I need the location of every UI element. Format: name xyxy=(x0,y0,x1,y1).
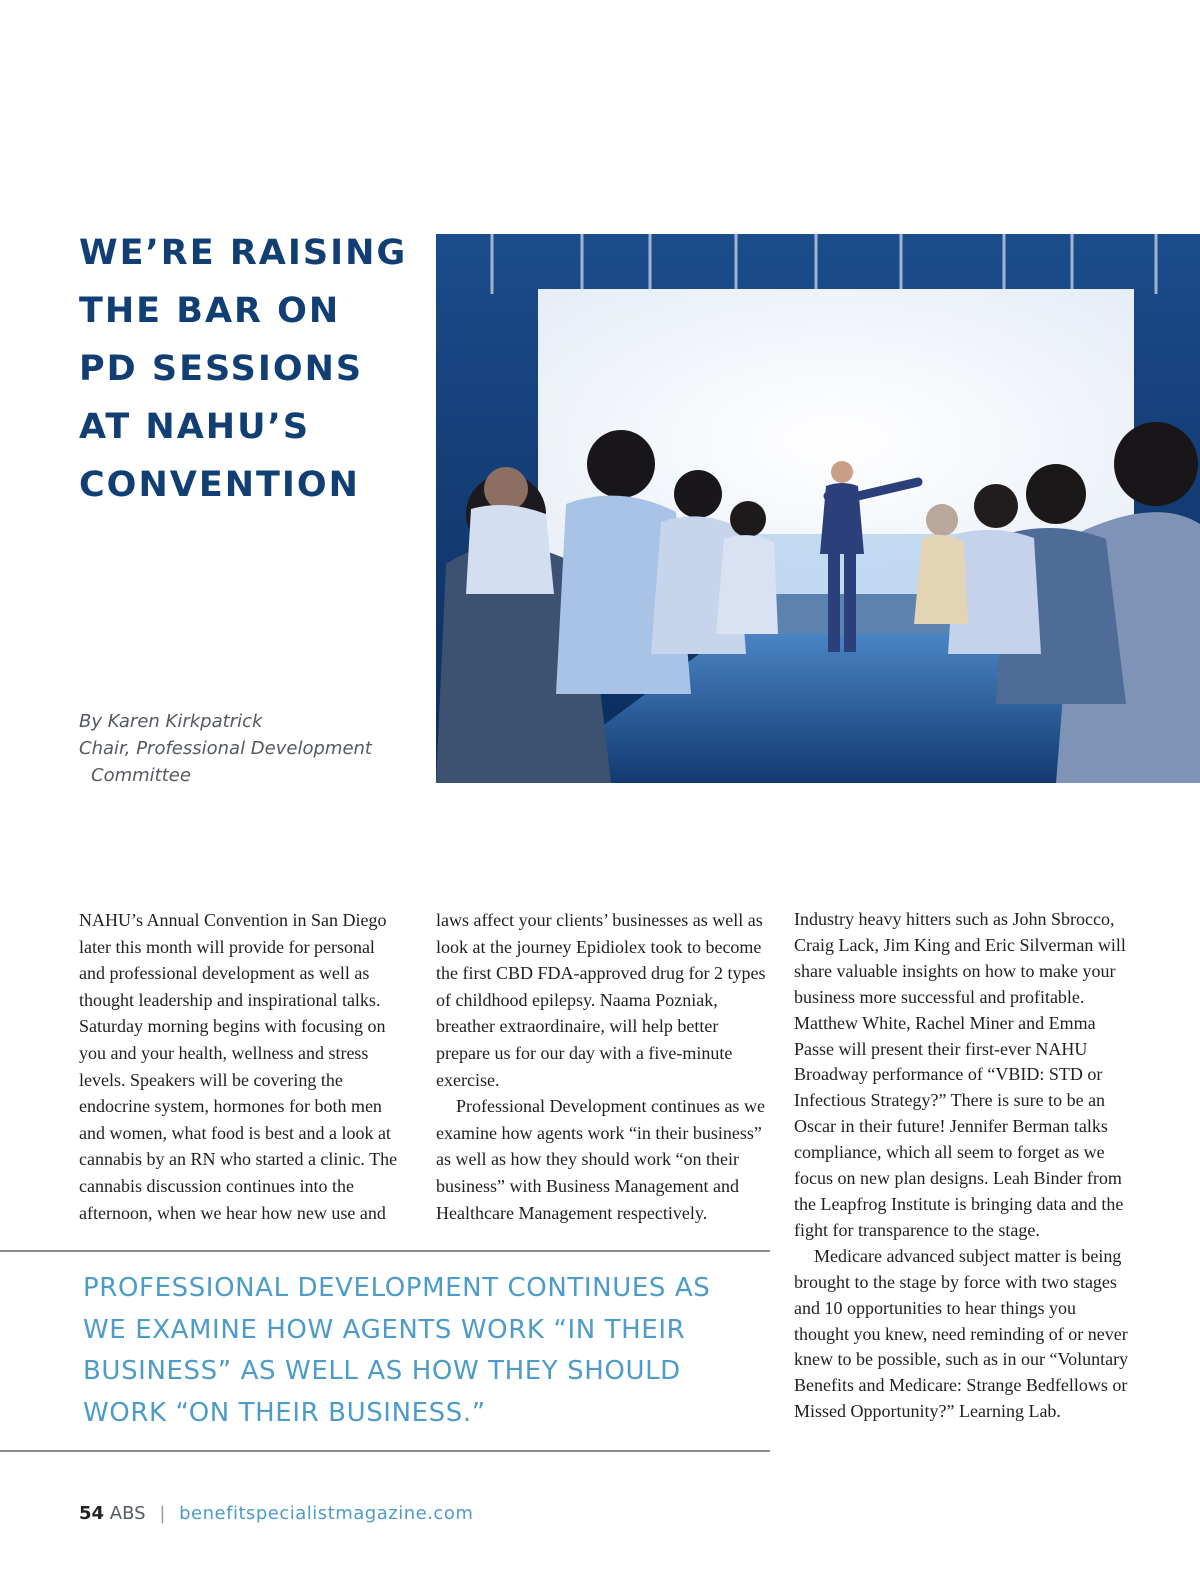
title-line: CONVENTION xyxy=(79,465,360,505)
body-column-3 xyxy=(794,907,1134,1425)
pull-quote-line: PROFESSIONAL DEVELOPMENT CONTINUES AS xyxy=(83,1273,711,1303)
title-line: THE BAR ON xyxy=(79,291,341,331)
pull-quote xyxy=(83,1268,763,1434)
body-paragraph: Professional Development continues as we examine how agents work “in their business” as well as how they should work “on their business” with Business Management and Healthcare Management respectively. xyxy=(436,1096,765,1223)
pull-quote-line: WORK “ON THEIR BUSINESS.” xyxy=(83,1397,486,1428)
byline-author: By Karen Kirkpatrick xyxy=(79,711,263,732)
pull-quote-line: WE EXAMINE HOW AGENTS WORK “IN THEIR xyxy=(83,1314,686,1345)
body-paragraph: Medicare advanced subject matter is being brought to the stage by force with two stages and 10 opportunities to hear things you thought you knew, need reminding of or never knew to be possible, such as in our “Voluntary Benefits and Medicare: Strange Bedfellows or Missed Opportunity?” Learning Lab. xyxy=(794,1245,1129,1422)
title-line: WE’RE RAISING xyxy=(79,233,408,273)
body-paragraph: laws affect your clients’ businesses as well as look at the journey Epidiolex took to become the first CBD FDA-approved drug for 2 types of childhood epilepsy. Naama Pozniak, breather extraordinaire, will help better prepare us for our day with a five-minute exercise. xyxy=(436,910,766,1090)
pull-quote-bottom-rule xyxy=(0,1450,770,1452)
pull-quote-line: BUSINESS” AS WELL AS HOW THEY SHOULD xyxy=(83,1356,681,1387)
article-title xyxy=(79,224,419,514)
page-number: 54 xyxy=(79,1503,105,1524)
pull-quote-top-rule xyxy=(0,1250,770,1252)
body-paragraph: NAHU’s Annual Convention in San Diego later this month will provide for personal and professional development as well as thought leadership and inspirational talks. Saturday morning begins with focusing on you and your health, wellness and stress levels. Speakers will be covering the endocrine system, hormones for both men and women, what food is best and a look at cannabis by an RN who started a clinic. The cannabis discussion continues into the afternoon, when we hear how new use and xyxy=(79,910,398,1223)
conference-photo xyxy=(436,234,1200,783)
title-line: AT NAHU’S xyxy=(79,407,311,447)
body-paragraph: Industry heavy hitters such as John Sbrocco, Craig Lack, Jim King and Eric Silverman will share valuable insights on how to make your business more successful and profitable. Matthew White, Rachel Miner and Emma Passe will present their first-ever NAHU Broadway performance of “VBID: STD or Infectious Strategy?” There is sure to be an Oscar in their future! Jennifer Berman talks compliance, which all seem to forget as we focus on new plan designs. Leah Binder from the Leapfrog Institute is bringing data and the fight for transparence to the stage. xyxy=(794,909,1126,1240)
body-column-2 xyxy=(436,907,766,1226)
byline-role: Chair, Professional Development xyxy=(79,738,372,759)
byline-role-continued: Committee xyxy=(91,765,191,786)
website-link[interactable]: benefitspecialistmagazine.com xyxy=(179,1503,474,1524)
byline xyxy=(79,708,419,789)
page-footer xyxy=(79,1503,473,1524)
footer-separator: | xyxy=(159,1503,166,1524)
body-column-1 xyxy=(79,907,401,1226)
publication-name: ABS xyxy=(109,1503,146,1524)
title-line: PD SESSIONS xyxy=(79,349,364,389)
